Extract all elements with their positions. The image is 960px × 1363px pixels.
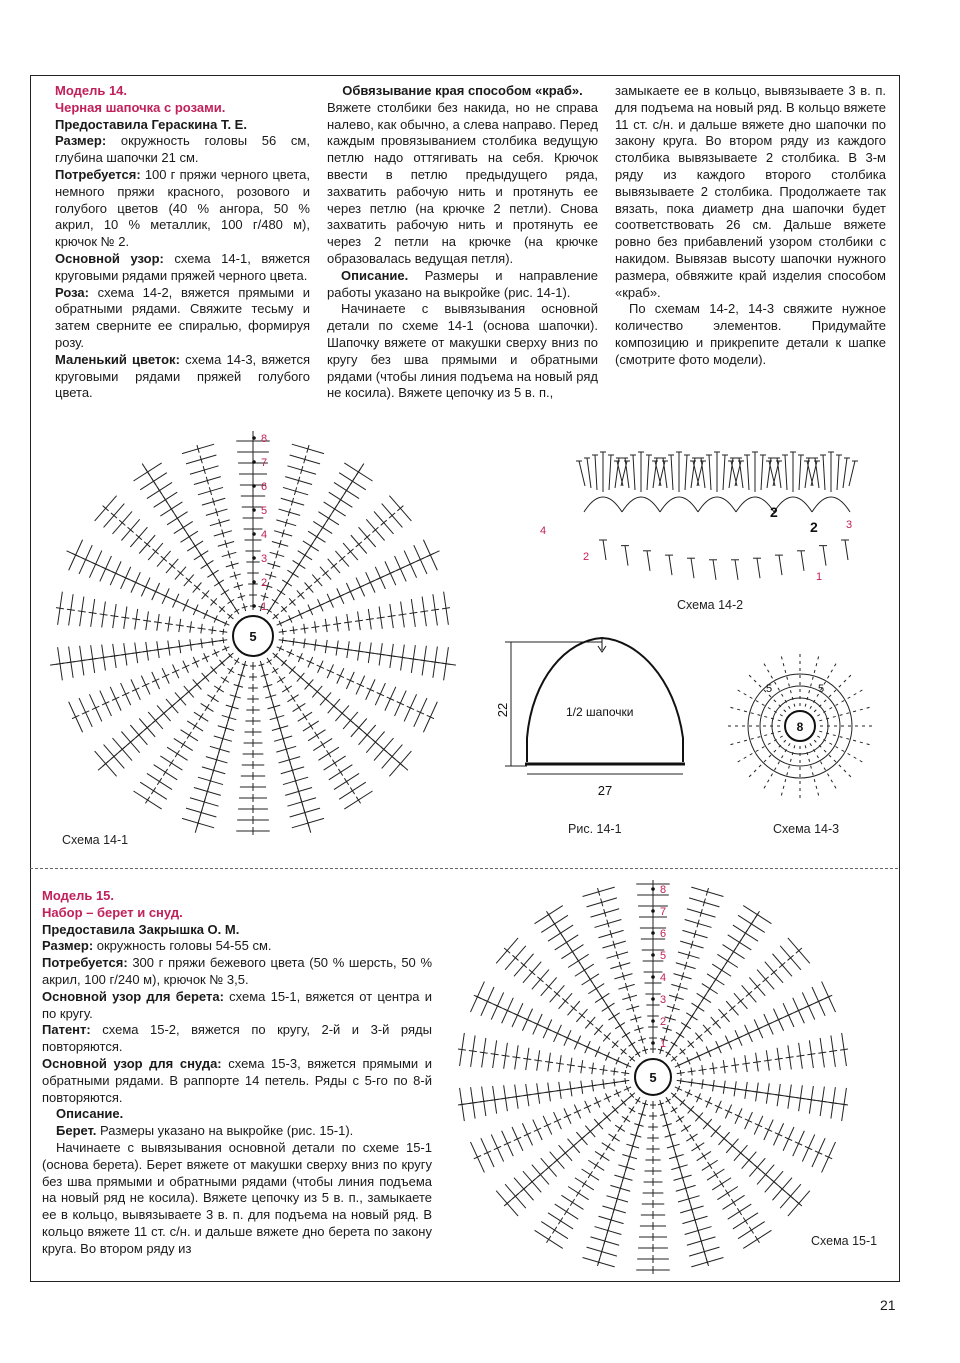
model14-col3-p1: замыкаете ее в кольцо, вывязываете 3 в. п. для подъема на новый ряд. В кольцо вяжете 11 ст. с/н. и дальше вяжете дно шапочки по закону круга. Во втором ряду из каждого столбика вывязываете 2 столбика. В 3-м ряду из каждого второго столбика вывязываете 2 столбика. Продолжаете так вязать, пока диаметр дна шапочки будет соответствовать 26 см. Дальше вяжете ровно без прибавлений узором столбики с накидом. Вывязав высоту шапочки нужного размера, обвяжите край изделия способом «краб». <box>615 83 886 300</box>
stitch-14-1-stem <box>100 614 108 615</box>
flower-center-label: 8 <box>796 720 804 734</box>
rose-stitch <box>799 455 801 490</box>
model14-column-1 <box>55 83 310 402</box>
stitch-14-1-spoke <box>142 464 237 611</box>
row-number-15-1-dot <box>651 1019 655 1023</box>
stitch-15-1-stem <box>567 1065 575 1066</box>
stitch-15-1-stem <box>690 1134 694 1141</box>
row-number-15-1-dot <box>651 953 655 957</box>
stitch-15-1-stem <box>731 1199 735 1206</box>
stitch-15-1-stem <box>797 1055 805 1056</box>
rose-arc <box>584 497 622 512</box>
stitch-15-1-stem <box>552 1227 556 1234</box>
stitch-15-1-stem <box>618 1125 622 1132</box>
stitch-14-1-stem <box>409 612 417 613</box>
rose-base-stitch <box>845 540 848 560</box>
scheme-14-2-diagram <box>528 432 893 592</box>
model15-patent: Патент: схема 15-2, вяжется по кругу, 2-й и 3-й ряды повторяются. <box>42 1022 432 1055</box>
row-number-14-1-dot <box>252 556 256 560</box>
stitch-15-1-stem <box>699 1069 707 1070</box>
row-number-14-1-dot <box>252 484 256 488</box>
stitch-15-1-stem <box>558 1217 562 1224</box>
stitch-15-1-stem <box>775 1058 783 1059</box>
model15-description-label: Описание. <box>56 1106 124 1122</box>
stitch-15-1-stem <box>523 1058 531 1059</box>
rose-base-stitch <box>647 551 650 571</box>
rose-mark-6: 2 <box>810 519 818 535</box>
stitch-15-1-stem <box>737 1208 741 1215</box>
stitch-14-1-stem <box>169 760 173 767</box>
rose-base-stitch <box>603 540 606 560</box>
rose-base-stitch <box>625 546 628 566</box>
model15-beret: Берет. Размеры указано на выкройке (рис. 15-1). <box>56 1123 354 1139</box>
stitch-15-1-stem <box>589 1068 597 1069</box>
stitch-15-1-spoke <box>668 913 758 1053</box>
stitch-15-1-stem <box>458 1049 466 1050</box>
stitch-14-1-stem <box>78 611 86 612</box>
rose-stitch <box>655 461 661 486</box>
row-number-14-1-dot <box>252 532 256 536</box>
stitch-15-1-stem <box>469 1051 477 1052</box>
flower-spoke <box>814 740 852 778</box>
stitch-14-1-stem <box>235 658 239 665</box>
stitch-15-1-stem <box>606 1143 610 1150</box>
stitch-14-1-stem <box>301 628 309 629</box>
rose-arc <box>622 497 660 512</box>
rose-arc <box>736 497 774 512</box>
rose-base-stitch <box>779 555 782 575</box>
stitch-15-1-stem <box>749 1227 753 1234</box>
stitch-14-1-stem <box>388 616 396 617</box>
flower-spoke <box>819 707 871 721</box>
row-number-15-1-dot <box>651 1041 655 1045</box>
rose-stitch <box>595 455 597 490</box>
flower-spoke <box>805 745 819 797</box>
rose-stitch <box>769 461 775 486</box>
rose-stitch <box>723 455 725 490</box>
stitch-15-1-stem <box>764 1060 772 1061</box>
stitch-15-1-stem <box>666 1097 670 1104</box>
stitch-14-1-stem <box>165 623 173 624</box>
rose-stitch <box>761 455 763 490</box>
stitch-15-1-stem <box>594 1162 598 1169</box>
scheme-15-1-diagram <box>450 875 860 1285</box>
rose-base-stitch <box>735 560 738 580</box>
model14-materials: Потребуется: 100 г пряжи черного цвета, немного пряжи красного, розового и голубого цветов (40 % ангора, 50 % акрил, 10 % металлик, 100 г/480 м), крючок № 2. <box>55 166 310 250</box>
model14-size: Размер: окружность головы 56 см, глубина шапочки 21 см. <box>55 133 310 166</box>
stitch-14-1-stem <box>315 732 319 739</box>
stitch-14-1-stem <box>279 631 287 632</box>
row-number-14-1-dot <box>252 460 256 464</box>
model15-column <box>42 888 432 1258</box>
stitch-15-1-spoke <box>548 913 638 1053</box>
model15-title: Модель 15. <box>42 888 115 903</box>
model14-subtitle: Черная шапочка с розами. <box>55 99 226 115</box>
crab-text: Вяжете столбики без накида, но не справа налево, как обычно, а слева направо. Перед каждым провязыванием столбика ведущую петлю надо оттягивать на себя. Крючок ввести в петлю предыдущего ряда, захватить рабочую нить и протянуть ее через петлю (на крючке 2 петли). Снова захватить рабочую нить и протянуть ее через 2 петли на крючке (на крючке образовалась ведущая петля). <box>327 99 598 266</box>
stitch-14-1-stem <box>219 631 227 632</box>
stitch-14-1-stem <box>344 778 348 785</box>
rose-mark-4: 4 <box>540 525 547 537</box>
rose-base-stitch <box>669 555 672 575</box>
stitch-15-1-stem <box>696 1143 700 1150</box>
stitch-15-1-stem <box>588 1171 592 1178</box>
rose-mark-3: 3 <box>846 519 853 531</box>
stitch-15-1-stem <box>755 1236 759 1243</box>
stitch-14-1-stem <box>420 611 428 612</box>
row-number-14-1-dot <box>252 436 256 440</box>
stitch-14-1-stem <box>366 619 374 620</box>
stitch-15-1-stem <box>610 1071 618 1072</box>
rose-stitch <box>731 461 737 486</box>
rose-mark-5: 2 <box>770 504 778 520</box>
stitch-15-1-stem <box>570 1199 574 1206</box>
model14-description: Описание. Размеры и направление работы указано на выкройке (рис. 14-1). <box>327 267 598 300</box>
rose-stitch <box>823 455 825 490</box>
stitch-14-1-stem <box>290 630 298 631</box>
row-number-14-1-8: 8 <box>261 433 268 445</box>
stitch-15-1-stem <box>684 1125 688 1132</box>
rose-stitch <box>807 461 813 486</box>
stitch-14-1-stem <box>311 626 319 627</box>
stitch-14-1-stem <box>322 625 330 626</box>
stitch-14-1-stem <box>198 628 206 629</box>
model15-beret-p2: Начинаете с вывязывания основной детали по схеме 15-1 (основа берета). Берет вяжете от макушки сверху вниз по кругу без шва прямыми и обратными рядами (чтобы линия подъема на новый ряд не косила). Вяжете цепочку из 5 в. п., замыкаете ее в кольцо, вывязываете 3 в. п. для подъема на новый ряд. В кольцо вяжете 11 ст. с/н. и дальше вяжете дно берета по закону круга. Во втором ряду из <box>42 1139 432 1256</box>
rose-stitch <box>633 455 635 490</box>
stitch-15-1-stem <box>720 1066 728 1067</box>
row-number-14-1-7: 7 <box>261 457 268 469</box>
stitch-15-1-stem <box>624 1116 628 1123</box>
stitch-14-1-stem <box>211 695 215 702</box>
rose-base-stitch <box>757 558 760 578</box>
stitch-14-1-stem <box>303 713 307 720</box>
stitch-14-1-stem <box>321 741 325 748</box>
scheme-14-3-diagram <box>722 640 892 810</box>
caption-fig-14-1: Рис. 14-1 <box>568 822 622 836</box>
stitch-15-1-stem <box>480 1052 488 1053</box>
stitch-14-1-stem <box>145 797 149 804</box>
flower-spoke <box>748 740 786 778</box>
stitch-14-1-stem <box>143 620 151 621</box>
stitch-14-1-stem <box>151 787 155 794</box>
stitch-15-1-stem <box>582 1180 586 1187</box>
rose-mark-1: 1 <box>816 571 823 583</box>
rose-arc <box>660 497 698 512</box>
stitch-15-1-stem <box>702 1153 706 1160</box>
rose-stitch <box>843 458 847 488</box>
row-number-15-1-dot <box>651 975 655 979</box>
model14-col3-p2: По схемам 14-2, 14-3 свяжите нужное количество элементов. Придумайте композицию и прикрепите детали к шапке (смотрите фото модели). <box>615 301 886 367</box>
flower-spoke <box>805 655 819 707</box>
stitch-15-1-stem <box>708 1162 712 1169</box>
model15-snood-pattern: Основной узор для снуда: схема 15-3, вяжется прямыми и обратными рядами. В раппорте 14 петель. Ряды с 5-го по 8-й повторяются. <box>42 1055 432 1105</box>
row-number-14-1-dot <box>252 580 256 584</box>
page-number: 21 <box>880 1297 896 1313</box>
half-cap-label: 1/2 шапочки <box>566 705 634 719</box>
rose-arc <box>774 497 812 512</box>
row-number-15-1-dot <box>651 909 655 913</box>
model15-author: Предоставила Закрышка О. М. <box>42 921 240 937</box>
rose-stitch <box>709 455 711 490</box>
stitch-15-1-stem <box>731 1065 739 1066</box>
row-number-14-1-6: 6 <box>261 481 268 493</box>
model14-pattern: Основной узор: схема 14-1, вяжется круговыми рядами пряжей черного цвета. <box>55 250 310 283</box>
stitch-15-1-stem <box>678 1116 682 1123</box>
row-number-14-1-5: 5 <box>261 505 268 517</box>
flower-spoke <box>729 707 781 721</box>
stitch-14-1-stem <box>327 750 331 757</box>
stitch-14-1-stem <box>229 667 233 674</box>
stitch-14-1-stem <box>332 760 336 767</box>
stitch-15-1-stem <box>630 1106 634 1113</box>
row-number-15-1-8: 8 <box>660 884 667 896</box>
stitch-14-1-stem <box>309 723 313 730</box>
stitch-15-1-stem <box>786 1057 794 1058</box>
stitch-14-1-stem <box>355 620 363 621</box>
rose-stitch <box>849 461 855 486</box>
caption-scheme-14-2: Схема 14-2 <box>677 598 744 612</box>
center-label-14-1: 5 <box>249 629 257 644</box>
rose-stitch <box>579 461 585 486</box>
rose-base-stitch <box>823 546 826 566</box>
flower-mark-2: 5 <box>818 683 825 695</box>
stitch-14-1-spoke <box>269 464 364 611</box>
rose-base-stitch <box>713 560 716 580</box>
rose-stitch <box>609 455 611 490</box>
stitch-14-1-stem <box>399 614 407 615</box>
stitch-15-1-stem <box>491 1054 499 1055</box>
stitch-15-1-stem <box>688 1071 696 1072</box>
stitch-14-1-stem <box>67 609 75 610</box>
row-number-15-1-6: 6 <box>660 928 667 940</box>
stitch-14-1-stem <box>338 769 342 776</box>
model15-size: Размер: окружность головы 54-55 см. <box>42 938 272 954</box>
rose-stitch <box>617 461 623 486</box>
stitch-15-1-stem <box>576 1190 580 1197</box>
stitch-15-1-stem <box>612 1134 616 1141</box>
stitch-14-1-stem <box>163 769 167 776</box>
stitch-14-1-stem <box>223 676 227 683</box>
stitch-15-1-stem <box>621 1072 629 1073</box>
stitch-14-1-stem <box>273 667 277 674</box>
row-number-15-1-2: 2 <box>660 1016 667 1028</box>
row-number-14-1-dot <box>252 604 256 608</box>
row-number-15-1-dot <box>651 931 655 935</box>
rose-stitch <box>785 455 787 490</box>
rose-stitch <box>671 455 673 490</box>
model14-description-p2: Начинаете с вывязывания основной детали по схеме 14-1 (основа шапочки). Шапочку вяжете от макушки сверху вниз по кругу без шва прямыми и обратными рядами (чтобы линия подъема на новый ряд не косила). Вяжете цепочку из 5 в. п., <box>327 301 598 401</box>
stitch-15-1-stem <box>672 1106 676 1113</box>
stitch-14-1-stem <box>110 616 118 617</box>
stitch-14-1-stem <box>157 778 161 785</box>
caption-scheme-15-1: Схема 15-1 <box>811 1234 878 1248</box>
stitch-14-1-stem <box>193 723 197 730</box>
stitch-15-1-stem <box>719 1180 723 1187</box>
stitch-14-1-stem <box>431 609 439 610</box>
row-numbers-14-1 <box>252 433 267 613</box>
stitch-14-1-stem <box>56 608 64 609</box>
model15-subtitle: Набор – берет и снуд. <box>42 904 183 920</box>
model14-author: Предоставила Гераскина Т. Е. <box>55 116 247 132</box>
stitch-15-1-stem <box>753 1061 761 1062</box>
stitch-14-1-stem <box>217 686 221 693</box>
rose-stitch <box>587 458 591 488</box>
rose-stitches <box>576 452 858 580</box>
flower-mark-1: 5 <box>766 683 773 695</box>
stitch-14-1-stem <box>291 695 295 702</box>
stitch-14-1-stem <box>132 619 140 620</box>
stitch-14-1-stem <box>187 626 195 627</box>
model14-title: Модель 14. <box>55 83 128 98</box>
width-value: 27 <box>597 783 613 798</box>
center-label-15-1: 5 <box>649 1070 657 1085</box>
stitch-15-1-stem <box>677 1072 685 1073</box>
stitch-14-1-stem <box>297 704 301 711</box>
flower-spoke <box>819 731 871 745</box>
model14-column-3 <box>615 83 886 369</box>
stitch-15-1-stem <box>545 1061 553 1062</box>
stitch-15-1-stem <box>578 1066 586 1067</box>
stitch-15-1-stem <box>546 1236 550 1243</box>
section-divider <box>30 868 898 869</box>
row-number-15-1-1: 1 <box>660 1038 667 1050</box>
row-number-14-1-2: 2 <box>261 577 268 589</box>
stitch-15-1-stem <box>742 1063 750 1064</box>
flower-spoke <box>729 731 781 745</box>
row-number-15-1-dot <box>651 887 655 891</box>
stitch-14-1-stem <box>344 622 352 623</box>
stitch-15-1-stem <box>818 1052 826 1053</box>
rose-base-stitch <box>801 551 804 571</box>
stitch-15-1-stem <box>564 1208 568 1215</box>
row-number-14-1-dot <box>252 508 256 512</box>
row-number-14-1-1: 1 <box>261 601 268 613</box>
model14-column-2 <box>327 83 598 402</box>
rose-arc <box>698 497 736 512</box>
caption-scheme-14-3: Схема 14-3 <box>773 822 840 836</box>
flower-spoke <box>781 655 795 707</box>
row-number-15-1-4: 4 <box>660 972 667 984</box>
stitch-14-1-stem <box>377 617 385 618</box>
row-number-14-1-3: 3 <box>261 553 268 565</box>
model14-flower: Маленький цветок: схема 14-3, вяжется круговыми рядами пряжей голубого цвета. <box>55 351 310 401</box>
rose-stitch <box>837 455 839 490</box>
stitch-14-1-stem <box>181 741 185 748</box>
stitch-14-1-stem <box>442 608 450 609</box>
rose-base-stitch <box>691 558 694 578</box>
stitch-15-1-stem <box>714 1171 718 1178</box>
row-number-15-1-3: 3 <box>660 994 667 1006</box>
stitch-15-1-stem <box>512 1057 520 1058</box>
stitch-14-1-stem <box>205 704 209 711</box>
stitch-15-1-stem <box>807 1054 815 1055</box>
model14-rose: Роза: схема 14-2, вяжется прямыми и обратными рядами. Свяжите тесьму и затем сверните ее спиралью, формируя розу. <box>55 284 310 350</box>
stitch-14-1-stem <box>176 625 184 626</box>
row-number-15-1-7: 7 <box>660 906 667 918</box>
stitch-15-1-stem <box>502 1055 510 1056</box>
row-number-14-1-4: 4 <box>261 529 268 541</box>
rose-arc <box>812 497 850 512</box>
stitch-14-1-stem <box>89 612 97 613</box>
rose-stitch <box>685 455 687 490</box>
stitch-14-1-stem <box>175 750 179 757</box>
stitch-15-1-spoke <box>598 1104 645 1264</box>
scheme-14-1-diagram <box>35 420 475 840</box>
model15-beret-pattern: Основной узор для берета: схема 15-1, вяжется от центра и по кругу. <box>42 988 433 1021</box>
row-number-15-1-dot <box>651 997 655 1001</box>
stitch-14-1-stem <box>267 658 271 665</box>
stitch-14-1-stem <box>154 622 162 623</box>
stitch-14-1-stem <box>285 686 289 693</box>
stitch-15-1-stem <box>600 1069 608 1070</box>
stitch-15-1-spoke <box>661 1104 708 1264</box>
pattern-figure-14-1 <box>487 628 697 808</box>
rose-stitch <box>693 461 699 486</box>
rose-stitch <box>647 455 649 490</box>
stitch-15-1-stem <box>829 1051 837 1052</box>
stitch-14-1-stem <box>333 623 341 624</box>
stitch-15-1-stem <box>636 1097 640 1104</box>
caption-scheme-14-1: Схема 14-1 <box>62 833 129 847</box>
stitch-14-1-stem <box>279 676 283 683</box>
stitch-15-1-stem <box>725 1190 729 1197</box>
height-value: 22 <box>495 702 510 718</box>
stitch-15-1-stem <box>709 1068 717 1069</box>
stitch-15-1-stem <box>743 1217 747 1224</box>
model15-materials: Потребуется: 300 г пряжи бежевого цвета (50 % шерсть, 50 % акрил, 100 г/240 м), крючок № 3,5. <box>42 955 432 987</box>
stitch-14-1-stem <box>356 797 360 804</box>
stitch-14-1-stem <box>208 630 216 631</box>
rose-mark-2: 2 <box>583 551 590 563</box>
flower-spoke <box>781 745 795 797</box>
row-number-15-1-5: 5 <box>660 950 667 962</box>
stitch-14-1-stem <box>350 787 354 794</box>
half-cap-outline <box>527 638 683 762</box>
rose-stitch <box>747 455 749 490</box>
stitch-14-1-stem <box>187 732 191 739</box>
stitch-14-1-stem <box>121 617 129 618</box>
stitch-14-1-stem <box>199 713 203 720</box>
stitch-15-1-stem <box>556 1063 564 1064</box>
stitch-15-1-stem <box>600 1153 604 1160</box>
stitch-15-1-stem <box>534 1060 542 1061</box>
crab-title: Обвязывание края способом «краб». <box>342 83 583 98</box>
stitch-15-1-stem <box>840 1049 848 1050</box>
